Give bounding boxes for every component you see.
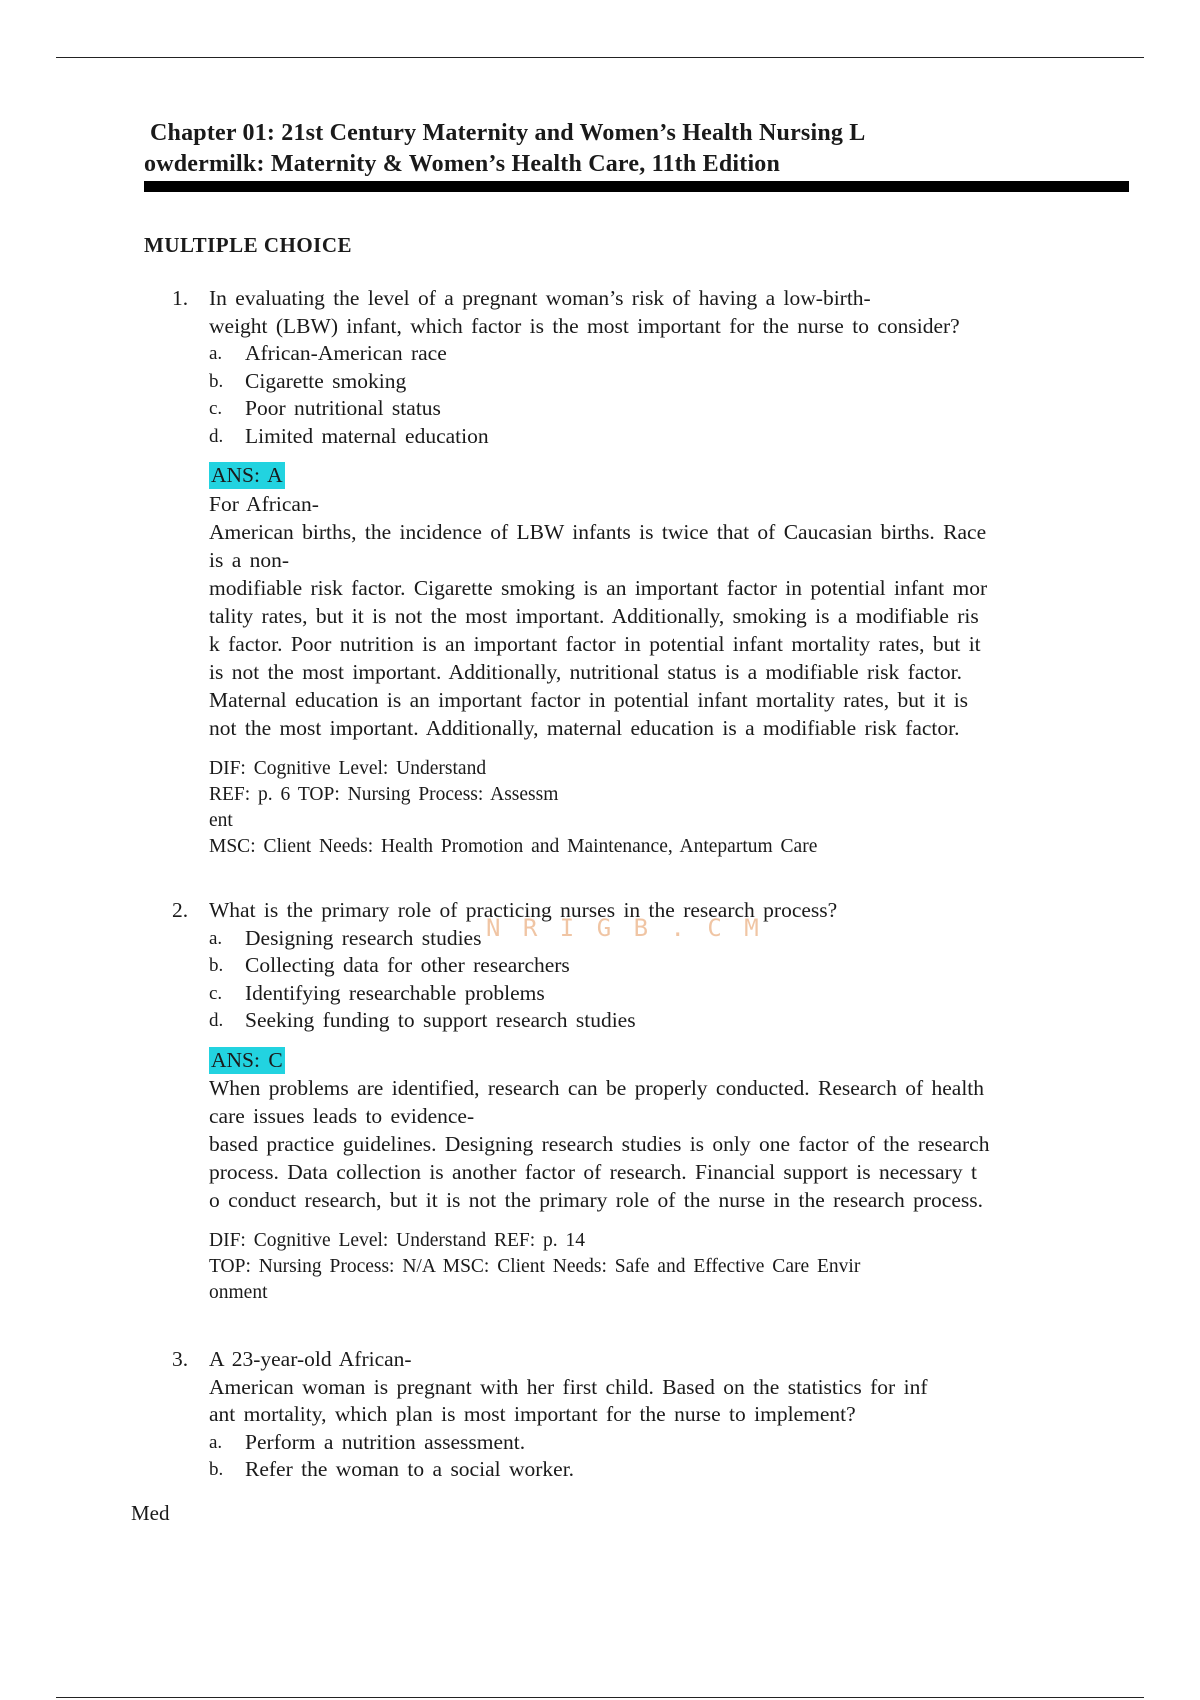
- question-stem: What is the primary role of practicing nurses in the research process?: [209, 898, 838, 922]
- question-2: [172, 897, 1111, 1306]
- chapter-title: [144, 118, 1130, 180]
- question-1: [172, 285, 1111, 860]
- answer-key: [209, 1047, 1111, 1075]
- question-number: 2.: [172, 898, 189, 922]
- question-stem: In evaluating the level of a pregnant woman’s risk of having a low-birth- weight (LBW) infant, which factor is the most important for the nurse to consider?: [209, 286, 960, 338]
- section-heading: MULTIPLE CHOICE: [144, 233, 353, 257]
- option-text: Perform a nutrition assessment.: [245, 1429, 526, 1454]
- option-text: African-American race: [245, 341, 447, 365]
- option-letter: a.: [209, 1431, 223, 1453]
- answer-option: [209, 340, 1111, 368]
- option-text: Seeking funding to support research studies: [245, 1008, 636, 1032]
- answer-badge: ANS: C: [211, 1047, 283, 1072]
- answer-option: [209, 395, 1111, 423]
- answer-badge: ANS: A: [211, 463, 283, 487]
- option-text: Limited maternal education: [245, 423, 489, 448]
- question-stem: A 23-year-old African- American woman is pregnant with her first child. Based on the statistics for inf ant mortality, which plan is most important for the nurse to implement?: [209, 1347, 928, 1426]
- chapter-title-line-2: owdermilk: Maternity & Women’s Health Care, 11th Edition: [144, 151, 781, 177]
- answer-option: [209, 423, 1111, 451]
- option-text: Cigarette smoking: [245, 368, 407, 393]
- question-metadata: DIF: Cognitive Level: Understand REF: p. 14 TOP: Nursing Process: N/A MSC: Client Needs: Safe and Effective Care Envir onment: [209, 1230, 861, 1303]
- answer-option: [209, 368, 1111, 396]
- title-underline-bar: [144, 181, 1129, 192]
- option-letter: b.: [209, 955, 224, 976]
- option-text: Identifying researchable problems: [245, 980, 545, 1005]
- option-text: Designing research studies: [245, 925, 482, 950]
- question-3: [172, 1346, 1109, 1484]
- option-letter: c.: [209, 398, 223, 419]
- watermark-text: N R I G B . C M: [486, 914, 763, 942]
- answer-option: [209, 980, 1111, 1008]
- question-number: 1.: [172, 286, 189, 310]
- option-letter: a.: [209, 927, 223, 949]
- footer-label: Med: [131, 1501, 170, 1525]
- option-letter: a.: [209, 343, 223, 364]
- answer-option: [209, 952, 1111, 980]
- option-text: Collecting data for other researchers: [245, 953, 570, 977]
- bottom-rule: [56, 1697, 1144, 1698]
- answer-key: [209, 462, 1111, 490]
- answer-rationale: For African- American births, the incidence of LBW infants is twice that of Caucasian births. Race is a non- modifiable risk factor. Cigarette smoking is an important factor in potential infant mor tality rates, but it is not the most important. Additionally, smoking is a modifiable ris k factor. Poor nutrition is an important factor in potential infant mortality rates, but it is not the most important. Additionally, nutritional status is a modifiable risk factor. Maternal education is an important factor in potential infant mortality rates, but it is not the most important. Additionally, maternal education is a modifiable risk factor.: [209, 491, 988, 740]
- answer-option: [209, 1456, 1109, 1484]
- question-number: 3.: [172, 1347, 189, 1371]
- option-letter: c.: [209, 982, 223, 1004]
- option-letter: b.: [209, 1459, 224, 1480]
- option-letter: b.: [209, 370, 224, 392]
- chapter-title-line-1: Chapter 01: 21st Century Maternity and Women’s Health Nursing L: [150, 120, 866, 146]
- top-rule: [56, 57, 1144, 58]
- answer-rationale: When problems are identified, research can be properly conducted. Research of health care issues leads to evidence- based practice guidelines. Designing research studies is only one factor of the research process. Data collection is another factor of research. Financial support is necessary t o conduct research, but it is not the primary role of the nurse in the research process.: [209, 1076, 990, 1212]
- answer-option: [209, 1007, 1111, 1035]
- answer-option: [209, 1429, 1109, 1457]
- option-letter: d.: [209, 425, 224, 447]
- option-letter: d.: [209, 1010, 224, 1031]
- option-text: Refer the woman to a social worker.: [245, 1457, 575, 1481]
- question-metadata: DIF: Cognitive Level: Understand REF: p. 6 TOP: Nursing Process: Assessm ent MSC: Client Needs: Health Promotion and Maintenance, Antepartum Care: [209, 757, 818, 857]
- option-text: Poor nutritional status: [245, 396, 441, 420]
